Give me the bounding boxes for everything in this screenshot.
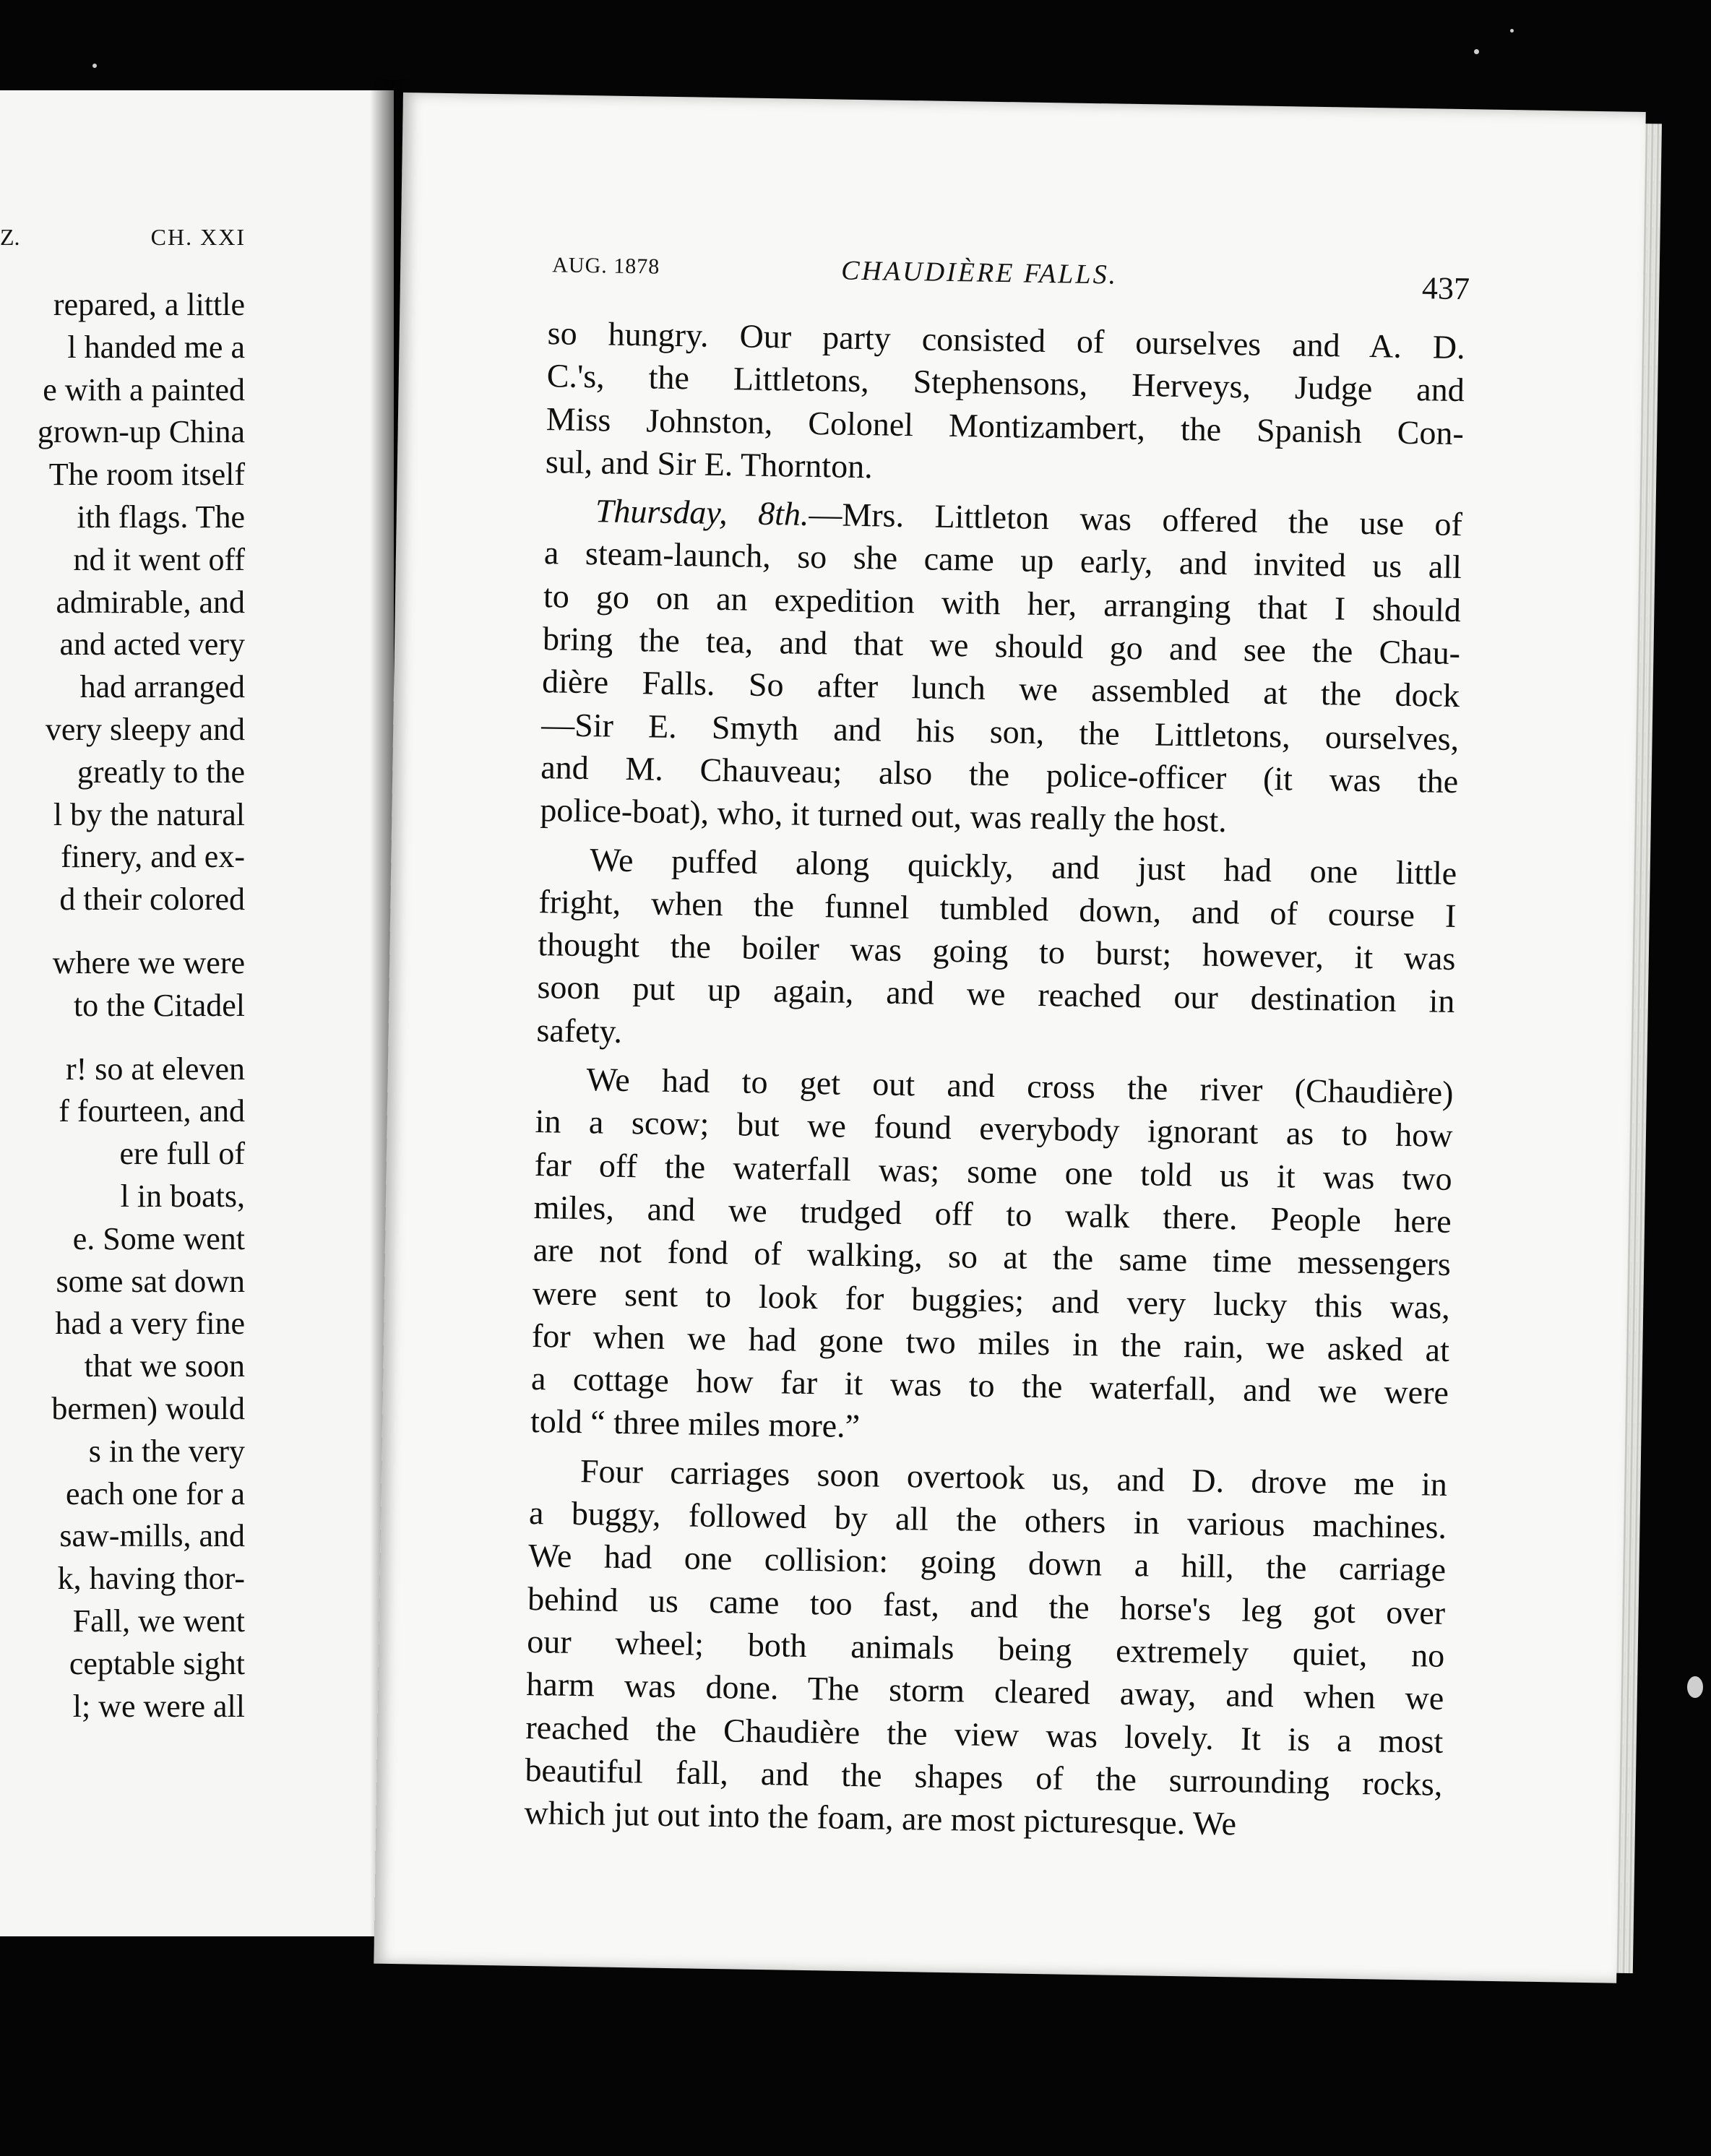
text-line: harm was done. The storm cleared away, and when we bbox=[526, 1665, 1444, 1717]
left-page-line: f fourteen, and bbox=[59, 1093, 245, 1129]
left-page-line: some sat down bbox=[56, 1263, 245, 1299]
text-line: for when we had gone two miles in the rain, we asked at bbox=[531, 1316, 1450, 1368]
left-page-line: Fall, we went bbox=[72, 1603, 245, 1639]
page-number: 437 bbox=[1421, 270, 1470, 307]
left-page-line: repared, a little bbox=[53, 287, 245, 322]
text-line: thought the boiler was going to burst; however, it was bbox=[538, 926, 1456, 978]
left-page-line: The room itself bbox=[48, 457, 245, 493]
text-line: Four carriages soon overtook us, and D. drove me in bbox=[579, 1452, 1448, 1503]
left-page-line: s in the very bbox=[88, 1433, 245, 1469]
left-page-line: very sleepy and bbox=[45, 711, 245, 747]
text-line: We had to get out and cross the river (Chaudière) bbox=[586, 1061, 1454, 1112]
left-page-line: nd it went off bbox=[73, 541, 245, 577]
text-line: our wheel; both animals being extremely quiet, no bbox=[526, 1622, 1445, 1674]
left-page-line: where we were bbox=[52, 944, 245, 980]
left-page-line: l; we were all bbox=[72, 1688, 245, 1724]
text-line: behind us came too fast, and the horse's leg got over bbox=[527, 1579, 1446, 1631]
left-page-line: ere full of bbox=[119, 1136, 245, 1172]
text-line: C.'s, the Littletons, Stephensons, Herveys, Judge and bbox=[546, 357, 1465, 409]
text-line: bring the tea, and that we should go and see the Chau- bbox=[542, 620, 1461, 672]
text-line: in a scow; but we found everybody ignorant as to how bbox=[535, 1103, 1453, 1155]
dust-speck bbox=[1687, 1676, 1703, 1698]
text-line: which jut out into the foam, are most picturesque. We bbox=[524, 1794, 1237, 1842]
left-page-line: l handed me a bbox=[67, 329, 245, 365]
running-head bbox=[552, 243, 1470, 307]
dust-speck bbox=[1510, 29, 1514, 33]
text-line: so hungry. Our party consisted of ourselves and A. D. bbox=[547, 314, 1466, 366]
paragraph bbox=[524, 1449, 1447, 1849]
right-page bbox=[374, 92, 1645, 1983]
text-line: beautiful fall, and the shapes of the surrounding rocks, bbox=[525, 1751, 1443, 1803]
text-line: reached the Chaudière the view was lovely. It is a most bbox=[525, 1708, 1444, 1760]
left-page-line: l by the natural bbox=[53, 796, 245, 832]
text-line: and M. Chauveau; also the police-officer (it was the bbox=[540, 749, 1459, 801]
left-page-line: admirable, and bbox=[56, 584, 245, 620]
left-running-head-fragment: Z. bbox=[0, 224, 20, 250]
text-line: We had one collision: going down a hill, the carriage bbox=[527, 1537, 1447, 1589]
left-page-line: each one for a bbox=[66, 1475, 245, 1512]
left-page-line: had arranged bbox=[79, 669, 245, 705]
left-page-line: saw-mills, and bbox=[59, 1518, 245, 1554]
text-line: Miss Johnston, Colonel Montizambert, the Spanish Con- bbox=[546, 400, 1465, 452]
text-line: soon put up again, and we reached our destination in bbox=[537, 968, 1455, 1020]
dust-speck bbox=[92, 64, 97, 68]
paragraph bbox=[540, 488, 1462, 845]
left-chapter-label: CH. XXI bbox=[150, 224, 246, 250]
left-page-line: d their colored bbox=[59, 881, 245, 918]
text-line: miles, and we trudged off to walk there. People here bbox=[533, 1188, 1452, 1240]
text-line: far off the waterfall was; some one told us it was two bbox=[534, 1145, 1452, 1197]
paragraph bbox=[530, 1057, 1454, 1457]
text-line: sul, and Sir E. Thornton. bbox=[545, 443, 874, 486]
text-line: were sent to look for buggies; and very lucky this was, bbox=[532, 1274, 1451, 1326]
text-line: —Sir E. Smyth and his son, the Littletons, ourselves, bbox=[540, 705, 1460, 757]
left-page-line: e with a painted bbox=[43, 371, 245, 408]
left-page-line: that we soon bbox=[84, 1348, 245, 1384]
text-line: a cottage how far it was to the waterfall, and we were bbox=[530, 1360, 1449, 1412]
left-page-line: k, having thor- bbox=[57, 1561, 245, 1597]
left-page-line: greatly to the bbox=[77, 754, 245, 790]
date-heading: Thursday, 8th. bbox=[595, 492, 809, 533]
text-line: fright, when the funnel tumbled down, and of course I bbox=[538, 882, 1457, 934]
left-page-text bbox=[0, 284, 245, 1728]
left-page-line: ceptable sight bbox=[69, 1645, 245, 1681]
left-page-line: e. Some went bbox=[72, 1220, 245, 1256]
left-page-line: l in boats, bbox=[120, 1178, 245, 1214]
left-page-line: r! so at eleven bbox=[66, 1051, 245, 1087]
text-line: We puffed along quickly, and just had one little bbox=[589, 840, 1457, 892]
paragraph bbox=[546, 311, 1466, 497]
left-page-line: and acted very bbox=[59, 626, 245, 663]
left-page-line: to the Citadel bbox=[73, 987, 245, 1023]
dust-speck bbox=[1474, 49, 1479, 54]
left-page-line: grown-up China bbox=[37, 414, 245, 450]
left-page-line: had a very fine bbox=[55, 1306, 245, 1342]
page-body-text bbox=[524, 311, 1465, 1848]
text-line: to go on an expedition with her, arranging that I should bbox=[543, 577, 1462, 629]
text-line: a buggy, followed by all the others in various machines. bbox=[528, 1493, 1447, 1545]
running-head-title: CHAUDIÈRE FALLS. bbox=[840, 255, 1119, 290]
text-line: told “ three miles more.” bbox=[530, 1402, 861, 1445]
running-head-date: AUG. 1878 bbox=[552, 253, 660, 279]
left-page-line: bermen) would bbox=[51, 1390, 245, 1426]
text-line: dière Falls. So after lunch we assembled at the dock bbox=[541, 663, 1460, 715]
left-page bbox=[0, 90, 394, 1936]
left-page-line bbox=[0, 921, 245, 942]
left-page-line bbox=[0, 1027, 245, 1048]
left-page-line: finery, and ex- bbox=[61, 839, 245, 875]
text-line: are not fond of walking, so at the same time messengers bbox=[533, 1231, 1452, 1283]
text-line: safety. bbox=[536, 1011, 623, 1050]
text-line-rest: —Mrs. Littleton was offered the use of bbox=[809, 496, 1463, 543]
text-line: police-boat), who, it turned out, was really the host. bbox=[540, 791, 1228, 840]
paragraph bbox=[536, 837, 1457, 1066]
left-page-line: ith flags. The bbox=[77, 499, 245, 535]
text-line: a steam-launch, so she came up early, and invited us all bbox=[543, 534, 1462, 586]
